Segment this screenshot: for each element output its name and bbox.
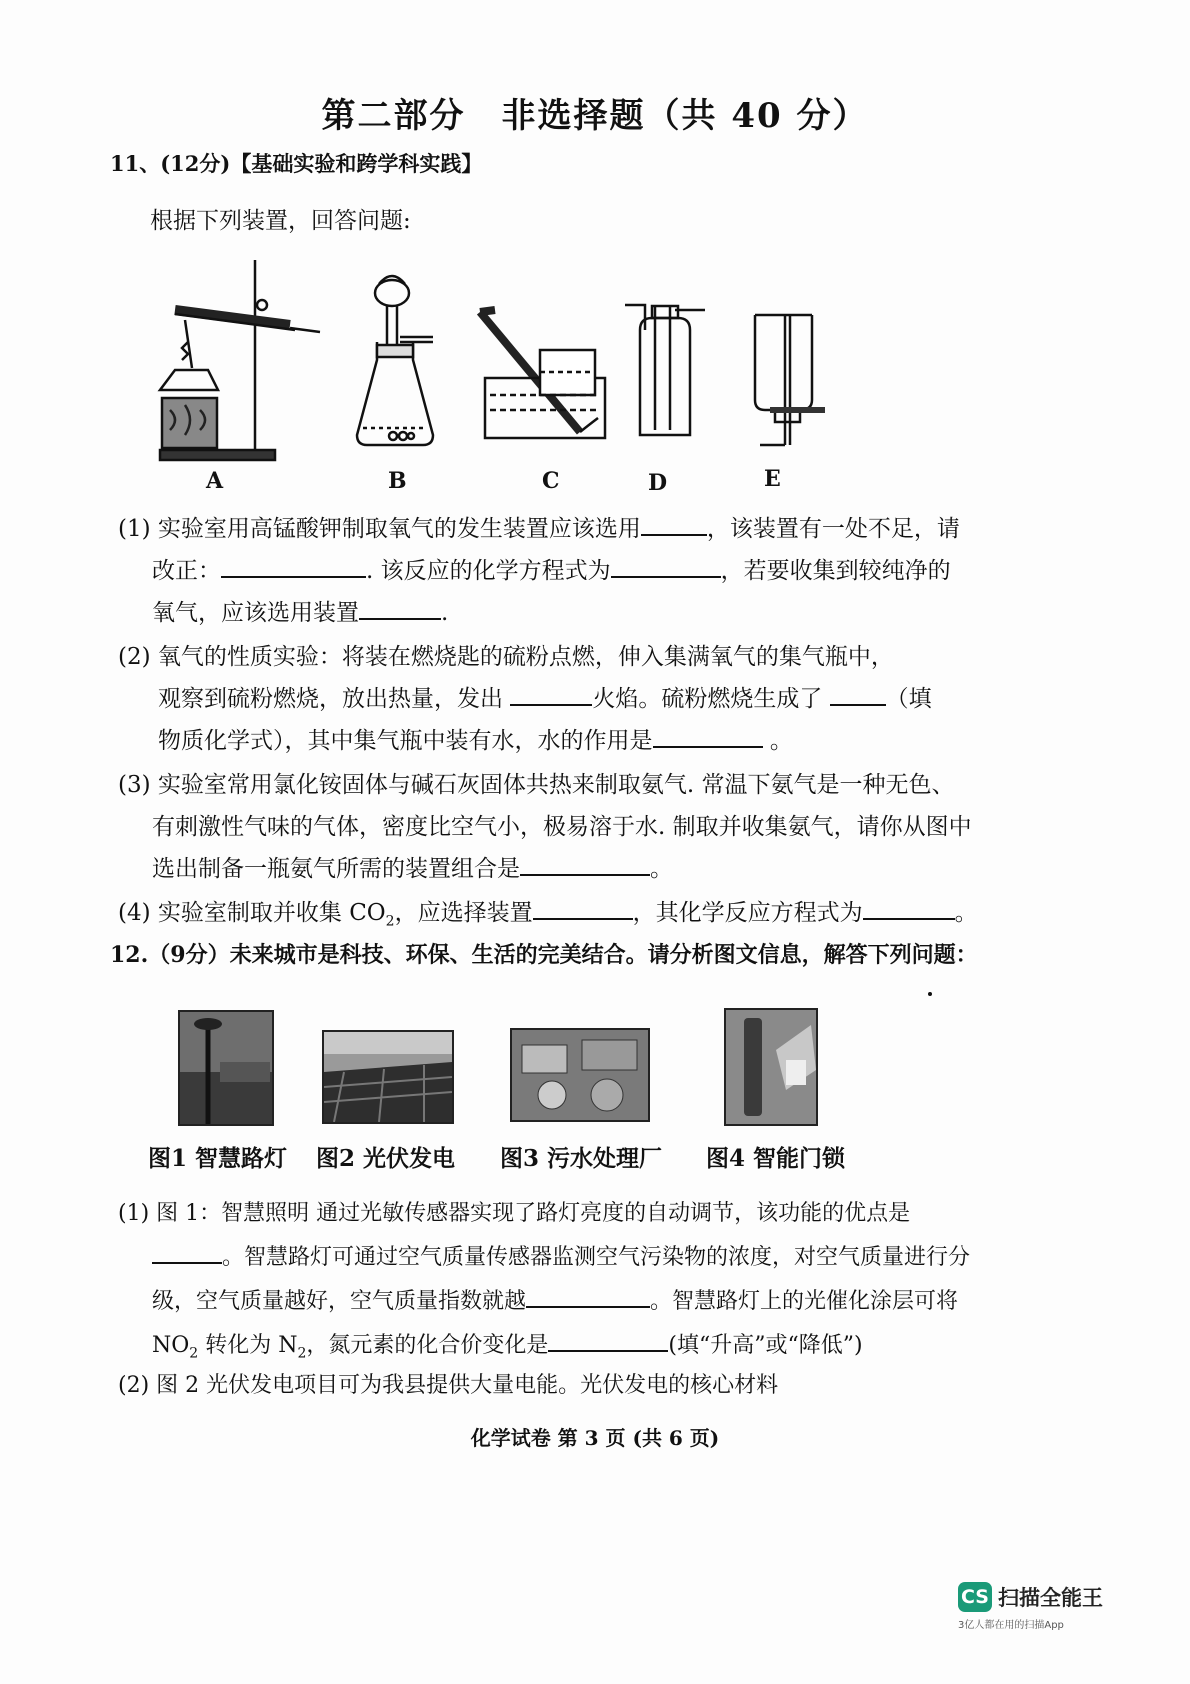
- q11-p2-text: 物质化学式），其中集气瓶中装有水，水的作用是: [158, 728, 653, 754]
- answer-blank[interactable]: [510, 682, 592, 706]
- q11-part1-line2: [152, 552, 951, 585]
- q12-p1-text: ，氮元素的化合价变化是: [306, 1333, 549, 1358]
- apparatus-a: [160, 260, 320, 460]
- q11-p1-text: .: [441, 600, 449, 626]
- q12-p1-text: NO: [152, 1333, 190, 1358]
- subscript: 2: [385, 913, 395, 930]
- photo-solar-power: [322, 1030, 454, 1124]
- q11-p1-text: ，若要收集到较纯净的: [720, 558, 951, 584]
- q11-p2-text: 观察到硫粉燃烧，放出热量，发出: [158, 686, 503, 712]
- question-11-heading: 11、(12分)【基础实验和跨学科实践】: [110, 151, 483, 176]
- apparatus-c: [480, 310, 605, 438]
- q11-part2-line1: (2) 氧气的性质实验：将装在燃烧匙的硫粉点燃，伸入集满氧气的集气瓶中，: [118, 644, 894, 670]
- question-12-heading: 12.（9分）未来城市是科技、环保、生活的完美结合。请分析图文信息，解答下列问题：: [110, 942, 978, 968]
- q12-p1-text: 转化为 N: [198, 1333, 298, 1358]
- section-title: 第二部分 非选择题（共 40 分）: [321, 96, 869, 136]
- q12-p1-text: 。智慧路灯上的光催化涂层可将: [650, 1289, 959, 1314]
- subscript: 2: [297, 1345, 307, 1362]
- stray-dot: [928, 992, 932, 996]
- q11-p2-text: 火焰。硫粉燃烧生成了: [592, 686, 823, 712]
- watermark-brand: 扫描全能王: [998, 1586, 1103, 1610]
- caption-figure-2: 图2 光伏发电: [316, 1145, 456, 1172]
- q11-p1-text: 改正：: [152, 558, 221, 584]
- photo-sewage-plant: [510, 1028, 650, 1122]
- q12-part1-line3: [152, 1284, 958, 1315]
- q12-part1-line4: [152, 1328, 863, 1361]
- apparatus-label-c: C: [542, 468, 560, 494]
- q12-part1-line2: [152, 1240, 970, 1271]
- q11-part3-line1: (3) 实验室常用氯化铵固体与碱石灰固体共热来制取氨气. 常温下氨气是一种无色、: [118, 772, 955, 798]
- answer-blank[interactable]: [520, 852, 650, 876]
- page-footer: 化学试卷 第 3 页 (共 6 页): [470, 1426, 720, 1450]
- apparatus-label-a: A: [206, 468, 224, 494]
- answer-blank[interactable]: [221, 554, 366, 578]
- q11-part3-line2: 有刺激性气味的气体，密度比空气小，极易溶于水. 制取并收集氨气，请你从图中: [152, 814, 972, 840]
- q12-part2-line1: (2) 图 2 光伏发电项目可为我县提供大量电能。光伏发电的核心材料: [118, 1373, 779, 1398]
- answer-blank[interactable]: [359, 596, 441, 620]
- question-11-intro: 根据下列装置，回答问题:: [150, 208, 411, 234]
- q11-part1-line1: [118, 510, 960, 543]
- q11-p3-text: 选出制备一瓶氨气所需的装置组合是: [152, 856, 520, 882]
- apparatus-label-b: B: [388, 468, 407, 494]
- q11-part2-line3: [158, 722, 793, 755]
- photo-smart-streetlight: [178, 1010, 274, 1126]
- answer-blank[interactable]: [548, 1328, 668, 1352]
- q12-part1-line1: (1) 图 1：智慧照明 通过光敏传感器实现了路灯亮度的自动调节，该功能的优点是: [118, 1201, 911, 1226]
- q11-p4-text: ，应选择装置: [394, 900, 533, 926]
- q12-p1-text: 级，空气质量越好，空气质量指数就越: [152, 1289, 527, 1314]
- apparatus-e: [755, 315, 825, 445]
- q11-part1-line3: [152, 594, 448, 627]
- answer-blank[interactable]: [526, 1284, 650, 1308]
- q11-p4-text: ，其化学反应方程式为: [632, 900, 863, 926]
- q11-p1-text: . 该反应的化学方程式为: [366, 558, 611, 584]
- watermark-tagline: 3亿人都在用的扫描App: [958, 1620, 1064, 1631]
- caption-figure-3: 图3 污水处理厂: [500, 1145, 663, 1172]
- q11-p4-text: 。: [954, 900, 978, 926]
- q11-p2-text: 。: [769, 728, 793, 754]
- q11-p4-text: (4) 实验室制取并收集 CO: [118, 900, 386, 926]
- q12-p1-text: 。智慧路灯可通过空气质量传感器监测空气污染物的浓度，对空气质量进行分: [222, 1245, 971, 1270]
- q11-p3-text: 。: [650, 856, 673, 882]
- q11-part2-line2: [158, 680, 932, 713]
- answer-blank[interactable]: [653, 724, 763, 748]
- q11-part4-line1: [118, 894, 978, 930]
- answer-blank[interactable]: [830, 682, 886, 706]
- photo-smart-lock: [724, 1008, 818, 1126]
- caption-figure-1: 图1 智慧路灯: [148, 1145, 288, 1172]
- q11-p1-text: 氧气，应该选用装置: [152, 600, 359, 626]
- q11-p1-text: (1) 实验室用高锰酸钾制取氧气的发生装置应该选用: [118, 516, 641, 542]
- apparatus-b: [357, 276, 433, 445]
- camscanner-logo-icon: CS: [958, 1582, 992, 1612]
- scanner-watermark: [958, 1582, 1103, 1631]
- q12-p1-text: (填“升高”或“降低”): [668, 1333, 863, 1358]
- apparatus-label-e: E: [764, 466, 781, 492]
- answer-blank[interactable]: [533, 896, 633, 920]
- answer-blank[interactable]: [611, 554, 721, 578]
- answer-blank[interactable]: [152, 1240, 222, 1264]
- q11-p2-text: （填: [885, 686, 932, 712]
- answer-blank[interactable]: [863, 896, 955, 920]
- apparatus-d: [625, 305, 705, 435]
- caption-figure-4: 图4 智能门锁: [706, 1145, 846, 1172]
- apparatus-label-d: D: [648, 470, 668, 496]
- q11-part3-line3: [152, 850, 673, 883]
- answer-blank[interactable]: [641, 512, 707, 536]
- apparatus-figure: [140, 250, 840, 480]
- q11-p1-text: ，该装置有一处不足，请: [706, 516, 960, 542]
- subscript: 2: [189, 1345, 199, 1362]
